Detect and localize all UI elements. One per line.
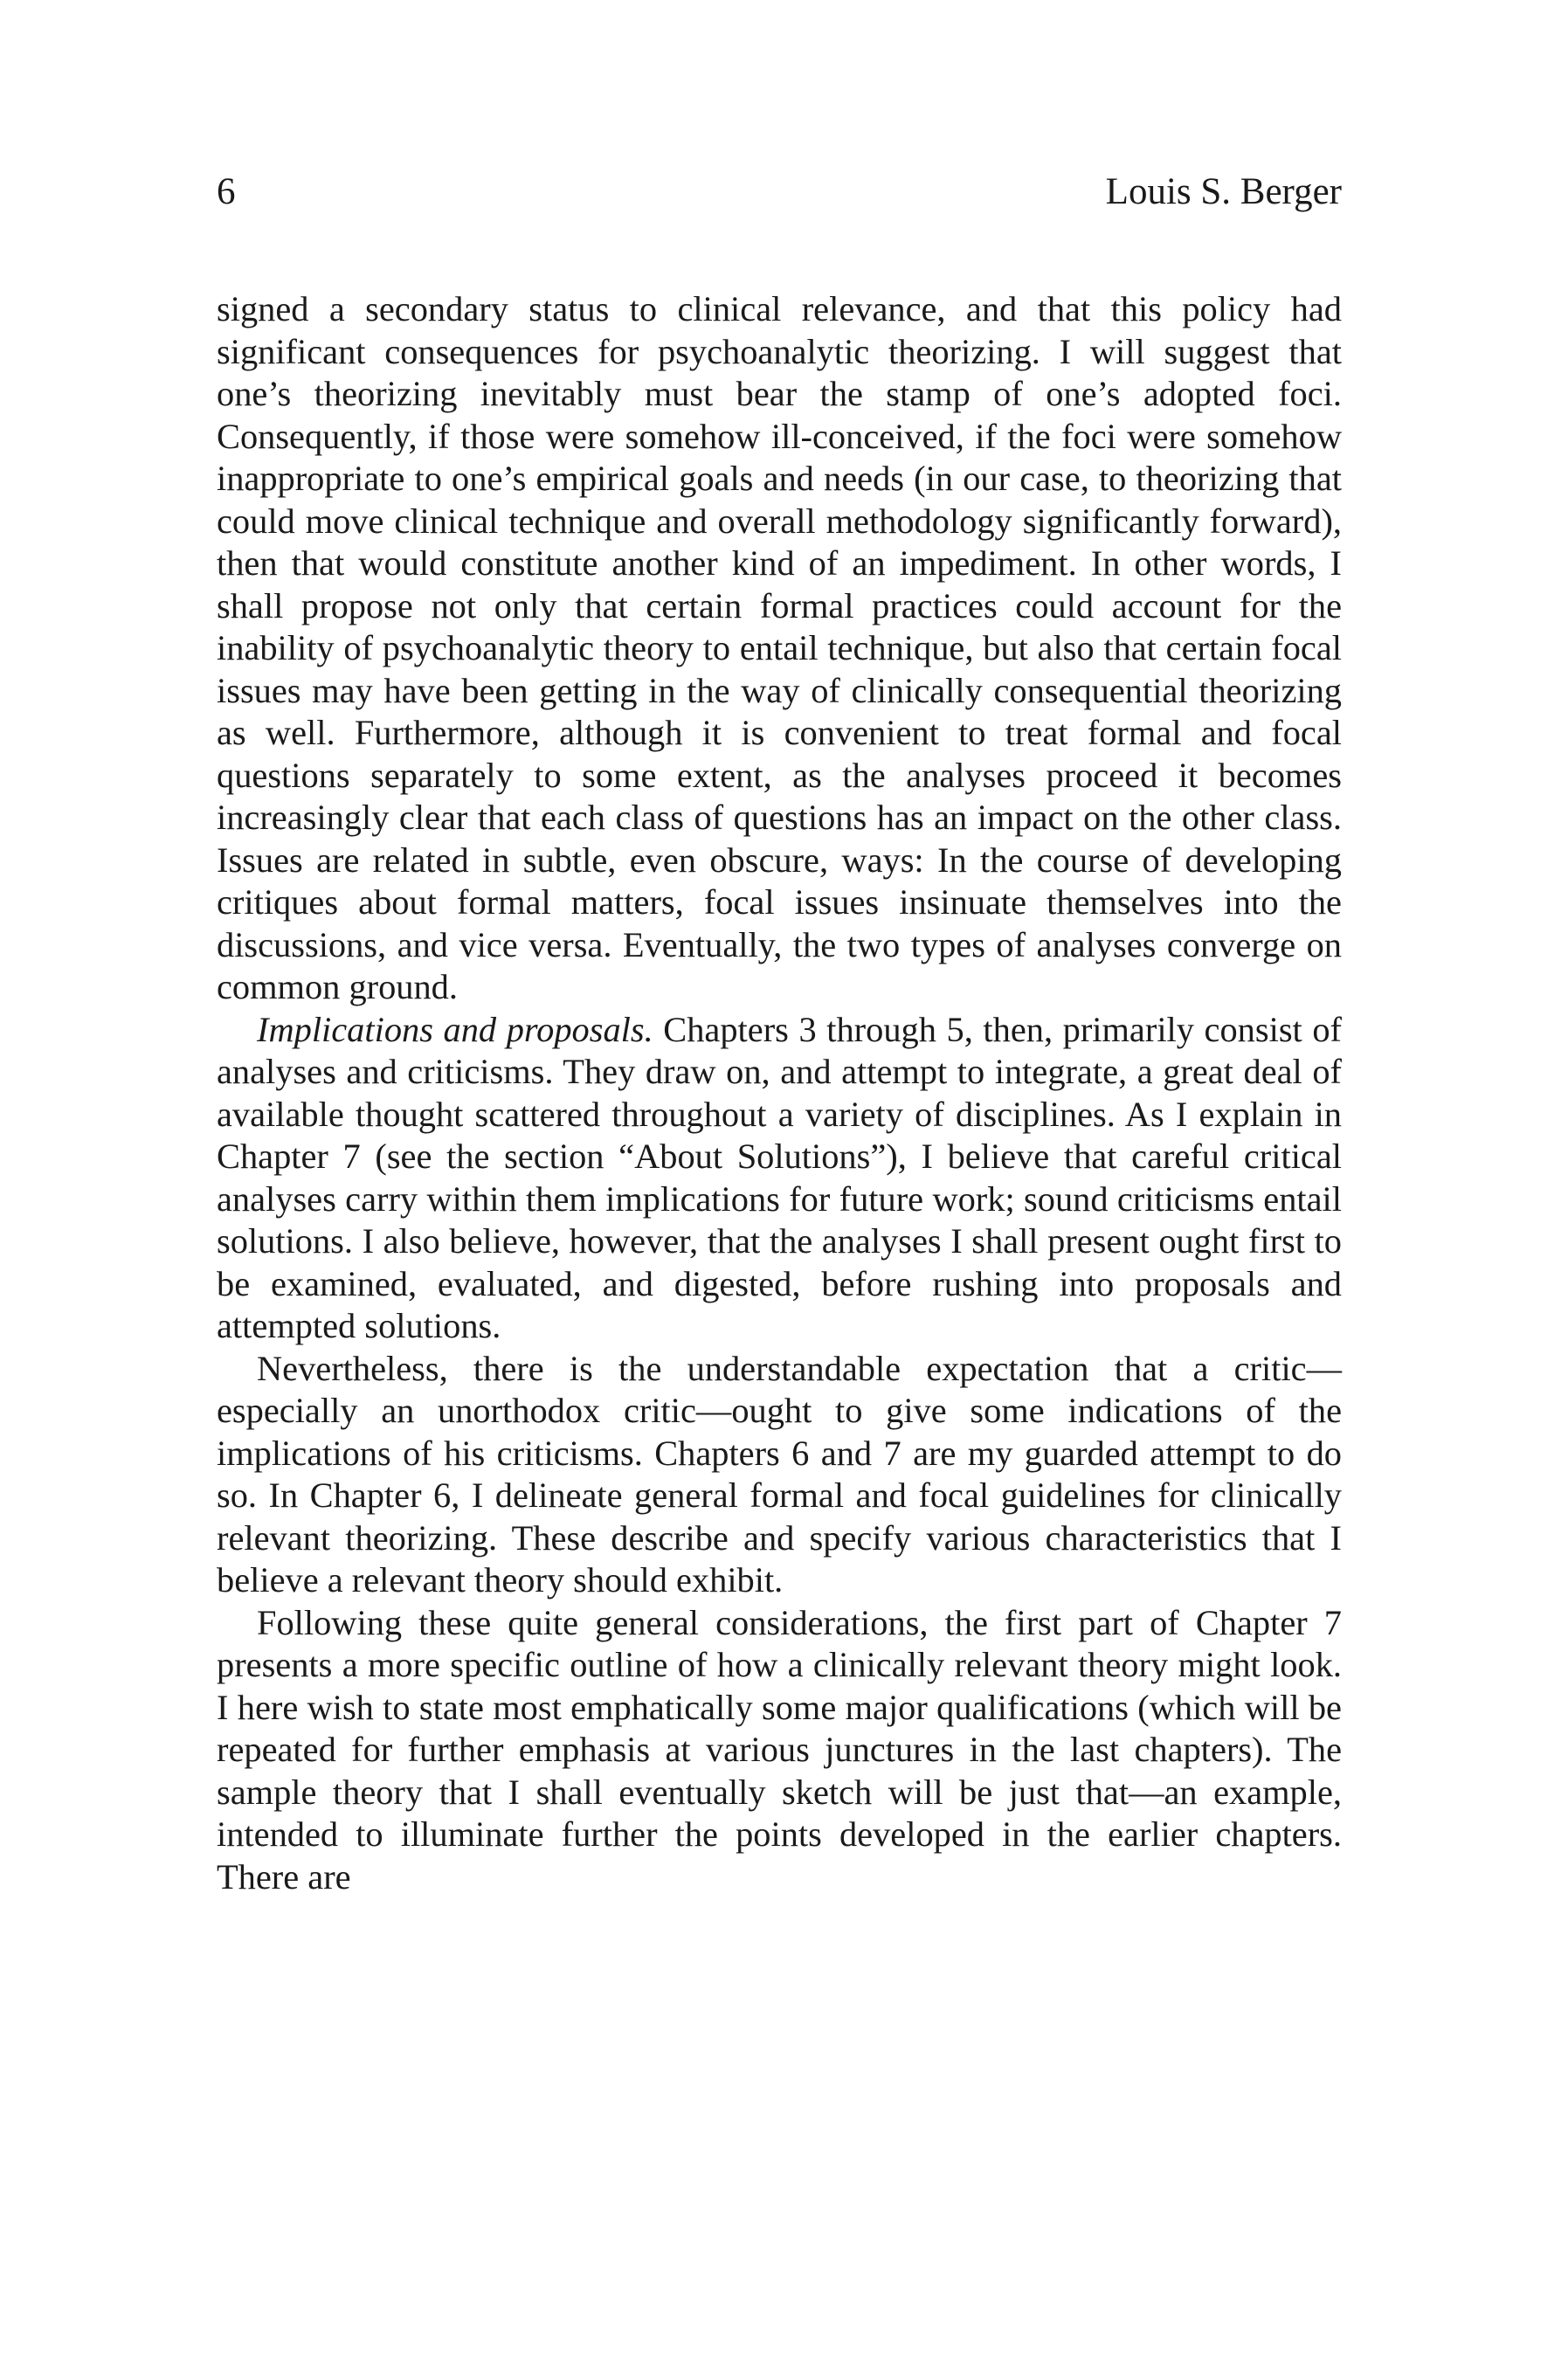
run-in-heading: Implications and proposals. (257, 1009, 653, 1049)
paragraph-continued (217, 288, 1342, 1009)
paragraph-text: Following these quite general considerations, the first part of Chapter 7 presents a more specific outline of how a clinically relevant theory might look. I here wish to state most emphatically some major qualifications (which will be repeated for further emphasis at various junctures in the last chapters). The sample theory that I shall eventually sketch will be just that—an example, intended to illuminate further the points developed in the earlier chapters. There are (217, 1602, 1342, 1897)
paragraph-nevertheless (217, 1348, 1342, 1602)
page-number: 6 (217, 171, 236, 212)
paragraph-text: signed a secondary status to clinical relevance, and that this policy had significant consequences for psychoanalytic theorizing. I will suggest that one’s theorizing inevitably must bear the stamp of one’s adopted foci. Consequently, if those were somehow ill-conceived, if the foci were somehow inappropriate to one’s empirical goals and needs (in our case, to theorizing that could move clinical technique and overall methodology significantly forward), then that would constitute another kind of an impediment. In other words, I shall propose not only that certain formal practices could account for the inability of psychoanalytic theory to entail technique, but also that certain focal issues may have been getting in the way of clinically consequential theorizing as well. Furthermore, although it is convenient to treat formal and focal questions separately to some extent, as the analyses proceed it becomes increasingly clear that each class of questions has an impact on the other class. Issues are related in subtle, even obscure, ways: In the course of developing critiques about formal matters, focal issues insinuate themselves into the discussions, and vice versa. Eventually, the two types of analyses converge on common ground. (217, 289, 1342, 1006)
paragraph-following (217, 1602, 1342, 1899)
book-page (217, 166, 1342, 1898)
paragraph-implications (217, 1009, 1342, 1348)
running-head (217, 166, 1342, 218)
body-text (217, 288, 1342, 1898)
running-head-author: Louis S. Berger (1105, 171, 1342, 212)
paragraph-text: Nevertheless, there is the understandable expectation that a critic—especially an unorthodox critic—ought to give some indications of the implications of his criticisms. Chapters 6 and 7 are my guarded attempt to do so. In Chapter 6, I delineate general formal and focal guidelines for clinically relevant theorizing. These describe and specify various characteristics that I believe a relevant theory should exhibit. (217, 1348, 1342, 1600)
paragraph-text: Chapters 3 through 5, then, primarily consist of analyses and criticisms. They draw on, and attempt to integrate, a great deal of available thought scattered throughout a variety of disciplines. As I explain in Chapter 7 (see the section “About Solutions”), I believe that careful critical analyses carry within them implications for future work; sound criticisms entail solutions. I also believe, however, that the analyses I shall present ought first to be examined, evaluated, and digested, before rushing into proposals and attempted solutions. (217, 1009, 1343, 1345)
